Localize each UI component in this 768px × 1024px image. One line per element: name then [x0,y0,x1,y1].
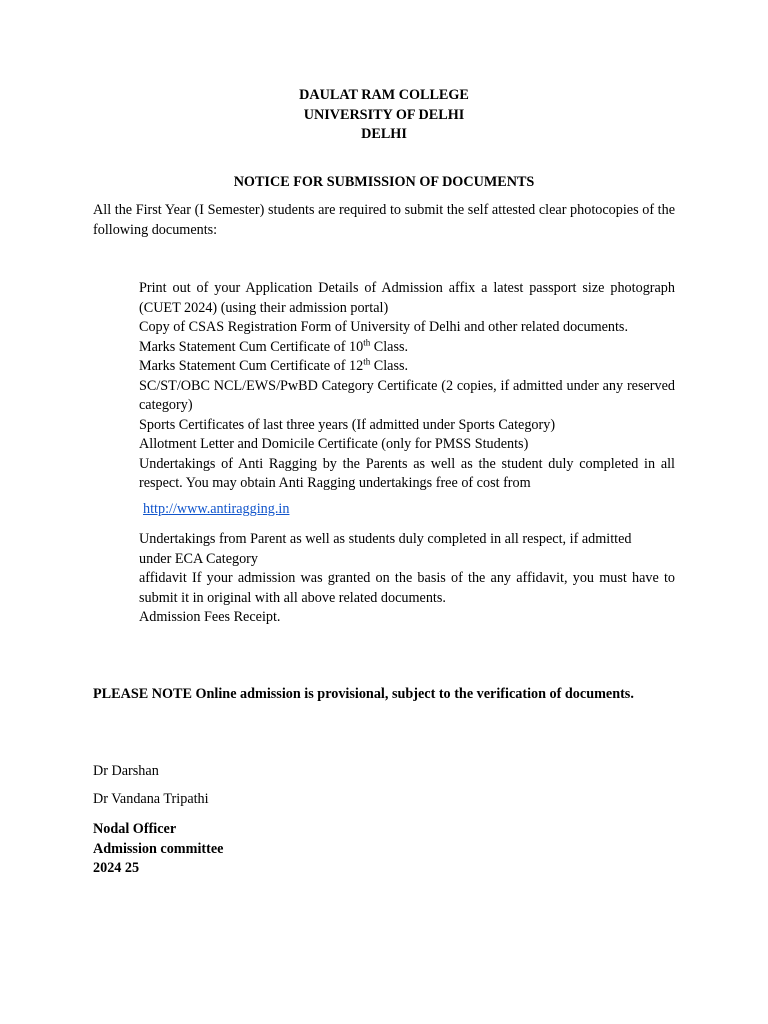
city-name: DELHI [361,126,407,142]
intro-paragraph: All the First Year (I Semester) students are required to submit the self attested clear photocopies of the following documents: [93,202,675,238]
list-item-sports-certificate: Sports Certificates of last three years (If admitted under Sports Category) [139,416,556,433]
marks-10-text: Marks Statement Cum Certificate of 10 [139,338,364,355]
signature-block [93,820,223,879]
college-name: DAULAT RAM COLLEGE [299,87,469,103]
signatory-role-nodal: Nodal Officer [93,821,177,837]
documents-list [139,279,675,494]
college-header [0,86,768,145]
list-item-application-details: Print out of your Application Details of Admission affix a latest passport size photograph (CUET 2024) (using their admission portal) [139,280,675,316]
marks-12-text: Marks Statement Cum Certificate of 12 [139,358,364,374]
documents-list-continued [139,530,675,628]
session-year: 2024 25 [93,860,140,876]
list-item-marks-10 [139,338,675,358]
list-item-eca-undertaking: Undertakings from Parent as well as students duly completed in all respect, if admitted [139,531,632,547]
signatory-name-2: Dr Vandana Tripathi [93,791,209,807]
antiragging-link-line [143,501,289,518]
signatory-name-1: Dr Darshan [93,763,159,779]
marks-10-superscript: th [363,336,371,347]
list-item-marks-12 [139,357,675,377]
list-item-fees-receipt: Admission Fees Receipt. [139,609,281,625]
notice-title: NOTICE FOR SUBMISSION OF DOCUMENTS [233,174,535,190]
marks-10-suffix: Class. [370,338,409,355]
list-item-eca-category: under ECA Category [139,550,258,567]
list-item-anti-ragging: Undertakings of Anti Ragging by the Parents as well as the student duly completed in all respect. You may obtain Anti Ragging undertakings free of cost from [139,455,675,491]
list-item-category-certificate: SC/ST/OBC NCL/EWS/PwBD Category Certificate (2 copies, if admitted under any reserved category) [139,377,675,413]
please-note: PLEASE NOTE Online admission is provisional, subject to the verification of documents. [93,686,634,702]
list-item-allotment-letter: Allotment Letter and Domicile Certificate (only for PMSS Students) [139,436,529,452]
signatory-role-committee: Admission committee [93,840,224,857]
marks-12-superscript: th [363,356,371,367]
antiragging-link[interactable]: http://www.antiragging.in [143,501,290,517]
list-item-affidavit: affidavit If your admission was granted on the basis of the any affidavit, you must have to submit it in original with all above related documents. [139,570,675,606]
list-item-csas-form: Copy of CSAS Registration Form of University of Delhi and other related documents. [139,319,629,335]
university-name: UNIVERSITY OF DELHI [303,106,465,123]
marks-12-suffix: Class. [370,358,409,374]
